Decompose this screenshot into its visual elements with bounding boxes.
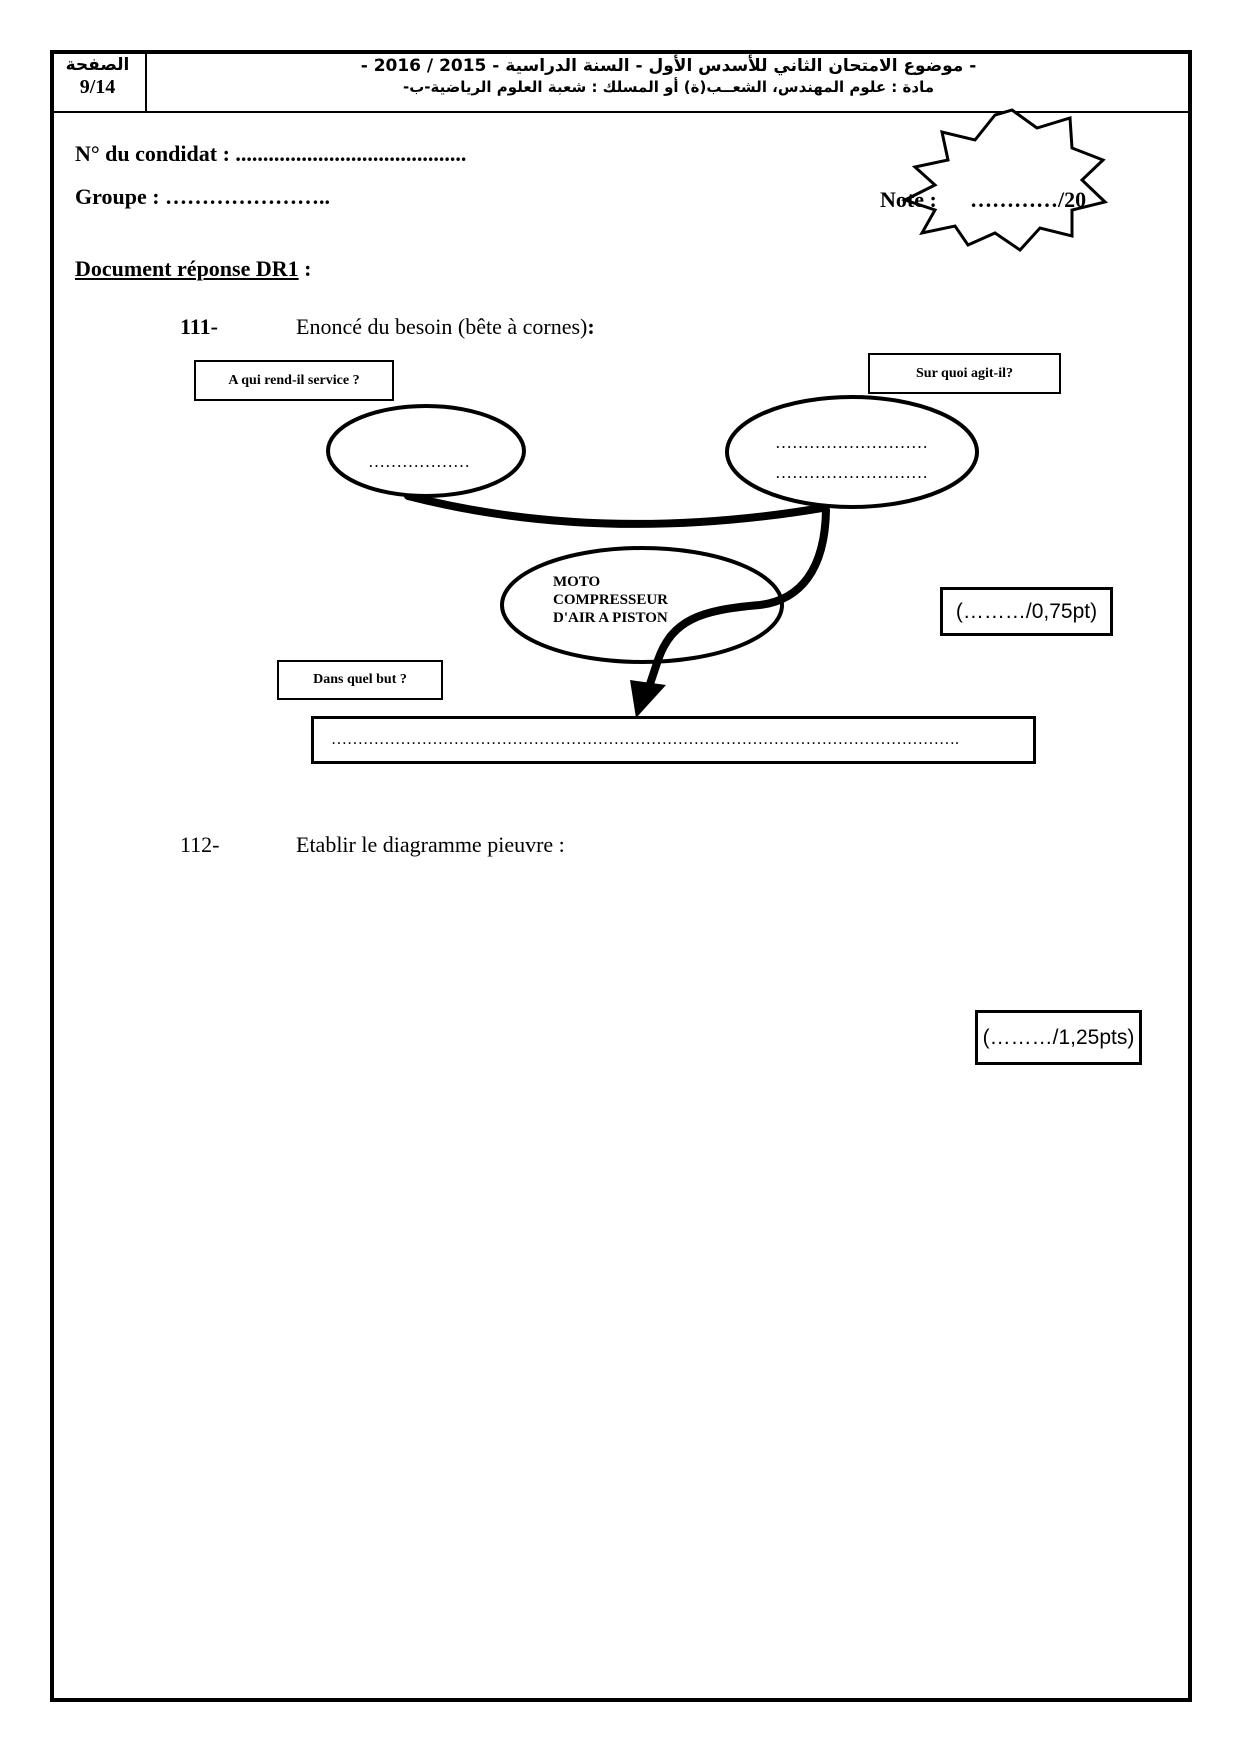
page-number: 9/14 — [79, 76, 116, 98]
goal-arrow-shaft — [648, 510, 826, 690]
product-name-line2: COMPRESSEUR — [553, 592, 669, 608]
question-111-statement: Enoncé du besoin (bête à cornes) — [296, 314, 588, 339]
document-title-suffix: : — [298, 256, 312, 281]
matter-question-box: Sur quoi agit-il? — [868, 353, 1061, 394]
matter-answer-line2: ……………………… — [775, 463, 928, 482]
goal-question-box: Dans quel but ? — [277, 660, 443, 700]
goal-arrow-head — [630, 680, 666, 718]
score-box-112: (………/1,25pts) — [975, 1010, 1142, 1065]
document-title-text: Document réponse DR1 — [75, 256, 299, 281]
product-name-line3: D'AIR A PISTON — [553, 610, 668, 626]
product-name — [553, 573, 668, 627]
group-field: Groupe : ………………….. — [75, 184, 331, 209]
user-ellipse — [328, 406, 524, 496]
question-111-colon: : — [587, 314, 595, 339]
question-112-text: Etablir le diagramme pieuvre : — [296, 832, 565, 857]
exam-title-line2: مادة : علوم المهندس، الشعــب(ة) أو المسلك : شعبة العلوم الرياضية-ب- — [402, 78, 935, 96]
horn-connector — [408, 496, 822, 524]
page-label: الصفحة — [65, 55, 130, 75]
goal-answer-box: ………………………………………………………………………………………………………. — [311, 716, 1036, 764]
matter-answer-line1: ……………………… — [775, 433, 928, 452]
user-question-box: A qui rend-il service ? — [194, 360, 394, 401]
product-name-line1: MOTO — [553, 574, 601, 590]
question-112-number: 112- — [180, 832, 220, 857]
score-box-111: (………/0,75pt) — [940, 587, 1113, 636]
candidate-number-field: N° du condidat : .......................................... — [75, 141, 467, 166]
note-value: …………/20 — [970, 187, 1087, 212]
document-title — [75, 256, 311, 282]
user-answer-dots: ……………… — [368, 452, 470, 471]
note-label: Note : — [880, 187, 937, 212]
note-starburst — [905, 110, 1105, 250]
question-111-number: 111- — [180, 314, 218, 339]
question-111-text — [296, 314, 595, 340]
exam-title-line1: - موضوع الامتحان الثاني للأسدس الأول - السنة الدراسية - 2015 / 2016 - — [360, 56, 977, 76]
